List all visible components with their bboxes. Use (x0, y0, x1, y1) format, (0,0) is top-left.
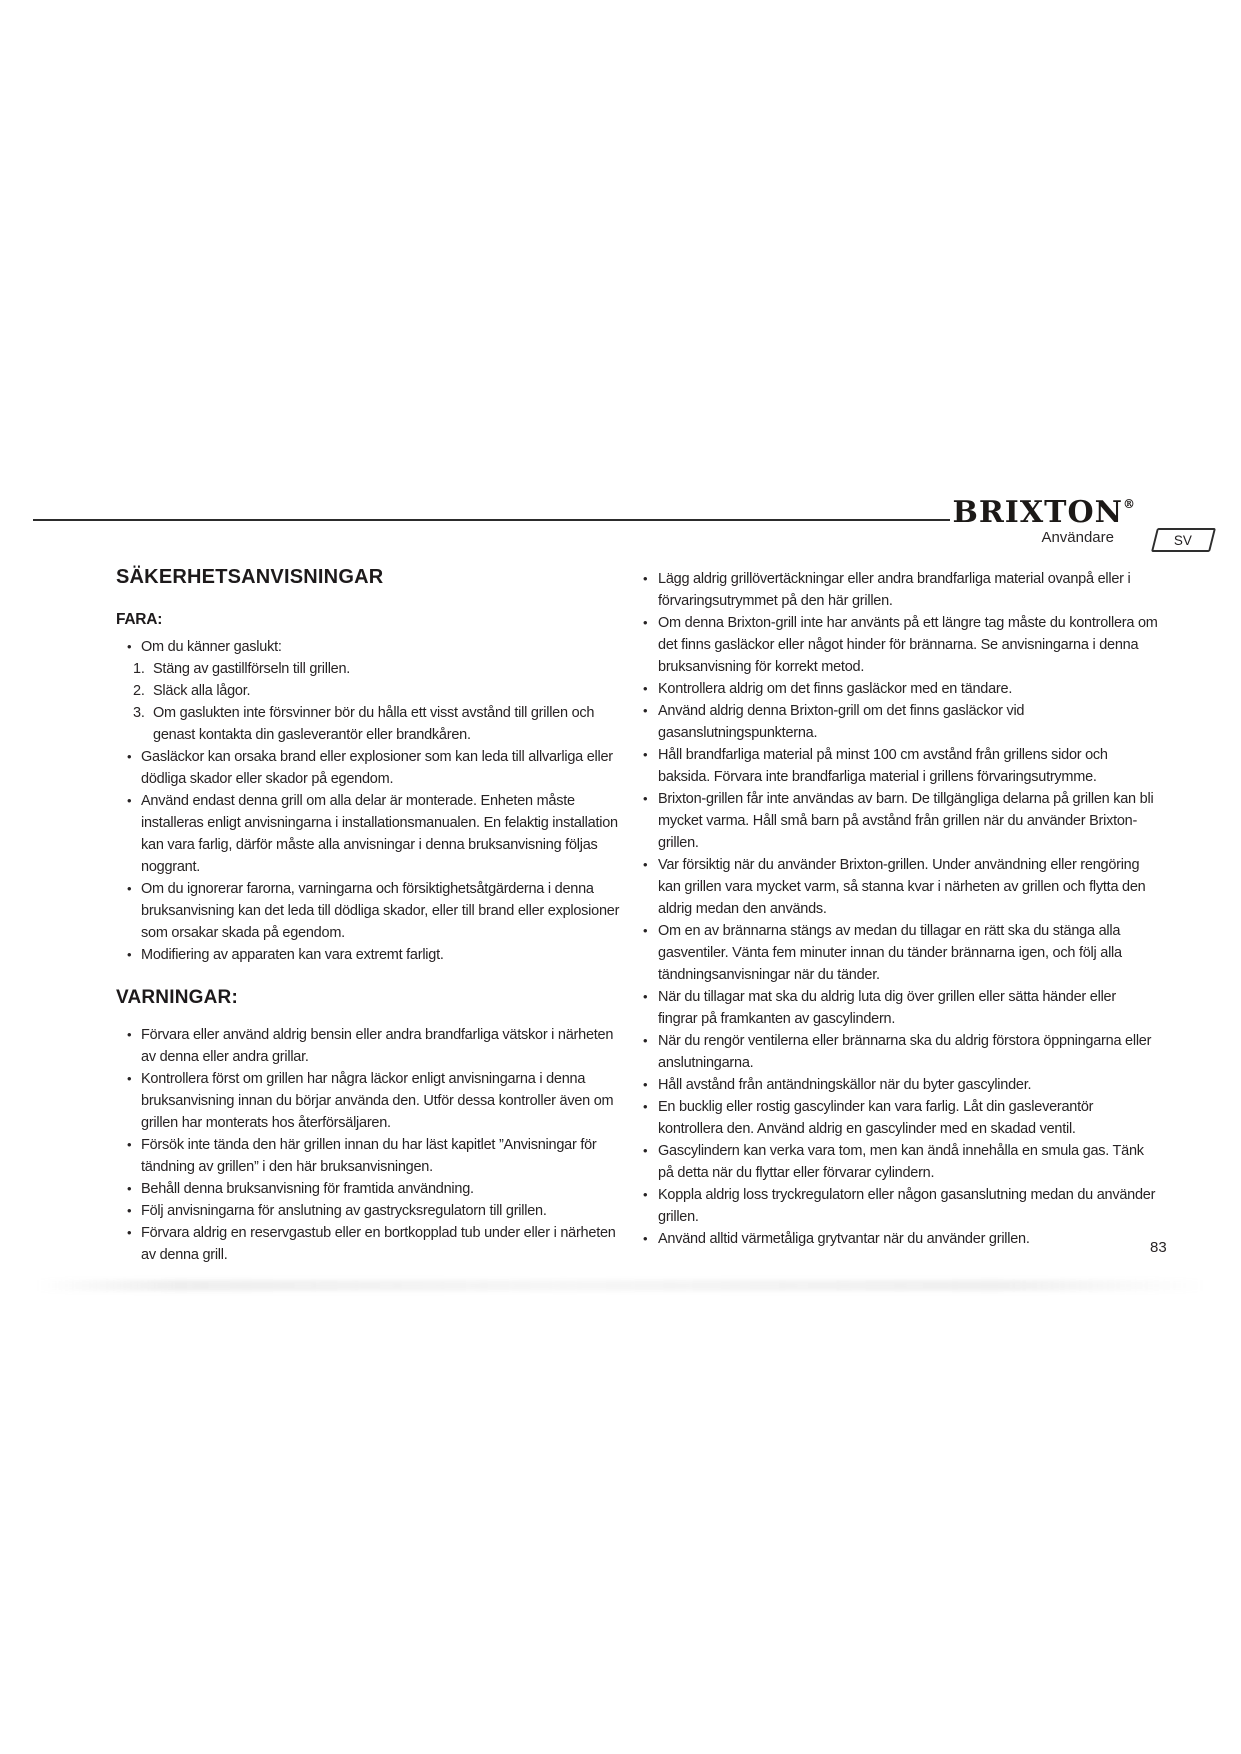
list-item-text: Håll avstånd från antändningskällor när du byter gascylinder. (658, 1077, 1032, 1093)
list-item-text: Koppla aldrig loss tryckregulatorn eller någon gasanslutning medan du använder grillen. (658, 1187, 1156, 1225)
list-item-text: Använd aldrig denna Brixton-grill om det finns gasläckor vid gasanslutningspunkterna. (658, 703, 1025, 741)
list-item (643, 1228, 1158, 1250)
list-item (116, 1200, 631, 1222)
language-tab-label: SV (1174, 532, 1193, 548)
header-rule (33, 519, 950, 521)
list-item-text: En bucklig eller rostig gascylinder kan vara farlig. Låt din gasleverantör kontrollera den. Använd aldrig en gascylinder med en skadad ventil. (658, 1099, 1094, 1137)
list-item (116, 1178, 631, 1200)
list-item (643, 678, 1158, 700)
list-item (116, 790, 631, 878)
danger-heading: FARA: (116, 611, 163, 628)
list-item-text: Om en av brännarna stängs av medan du tillagar en rätt ska du stänga alla gasventiler. Vänta fem minuter innan du tänder brännarna igen, och följ alla tändningsanvisningar när du tänder. (658, 923, 1122, 983)
list-item (116, 1134, 631, 1178)
list-item (116, 1222, 631, 1266)
list-item (116, 658, 631, 680)
bullet-icon: • (643, 1099, 648, 1114)
left-column (116, 564, 631, 1266)
list-item-text: Om du ignorerar farorna, varningarna och försiktighetsåtgärderna i denna bruksanvisning kan det leda till dödliga skador, eller till brand eller explosioner som orsakar skada på egendom. (141, 881, 620, 941)
list-item-text: Följ anvisningarna för anslutning av gastrycksregulatorn till grillen. (141, 1203, 547, 1219)
list-item (643, 986, 1158, 1030)
list-item (643, 788, 1158, 854)
list-item-text: Lägg aldrig grillövertäckningar eller andra brandfarliga material ovanpå eller i förvaringsutrymmet på den här grillen. (658, 571, 1131, 609)
list-item (643, 700, 1158, 744)
brand-logo (953, 489, 1135, 528)
bullet-icon: • (643, 1033, 648, 1048)
bullet-icon: • (643, 1143, 648, 1158)
bullet-icon: • (643, 747, 648, 762)
bullet-icon: • (643, 571, 648, 586)
scan-shadow (36, 1280, 1206, 1291)
list-item-text: Om gaslukten inte försvinner bör du hålla ett visst avstånd till grillen och genast kontakta din gasleverantör eller brandkåren. (153, 705, 595, 743)
bullet-icon: • (643, 703, 648, 718)
bullet-icon: • (127, 1203, 132, 1218)
number-marker: 3. (133, 705, 145, 721)
bullet-icon: • (643, 923, 648, 938)
list-item-text: Modifiering av apparaten kan vara extremt farligt. (141, 947, 444, 963)
list-item-text: Var försiktig när du använder Brixton-grillen. Under användning eller rengöring kan grillen vara mycket varm, så stanna kvar i närheten av grillen och flytta den aldrig medan den används. (658, 857, 1146, 917)
number-marker: 2. (133, 683, 145, 699)
list-item (643, 920, 1158, 986)
list-item (116, 680, 631, 702)
bullet-icon: • (643, 857, 648, 872)
list-item-text: Förvara aldrig en reservgastub eller en bortkopplad tub under eller i närheten av denna grill. (141, 1225, 616, 1263)
brand-name: BRIXTON (952, 495, 1123, 530)
bullet-icon: • (643, 989, 648, 1004)
list-item (643, 1096, 1158, 1140)
list-item-text: Gascylindern kan verka vara tom, men kan ändå innehålla en smula gas. Tänk på detta när du flyttar eller förvarar cylindern. (658, 1143, 1144, 1181)
list-item (643, 1184, 1158, 1228)
bullet-icon: • (643, 1231, 648, 1246)
bullet-icon: • (643, 791, 648, 806)
list-item-text: Använd endast denna grill om alla delar är monterade. Enheten måste installeras enligt anvisningarna i installationsmanualen. En felaktig installation kan vara farlig, därför måste alla anvisningar i denna bruksanvisning följas noggrant. (141, 793, 618, 875)
bullet-icon: • (127, 1225, 132, 1240)
list-item (116, 1024, 631, 1068)
list-item-text: Brixton-grillen får inte användas av barn. De tillgängliga delarna på grillen kan bli mycket varma. Håll små barn på avstånd från grillen när du använder Brixton-grillen. (658, 791, 1154, 851)
bullet-icon: • (127, 793, 132, 808)
trademark-icon: ® (1123, 497, 1135, 511)
list-item (643, 568, 1158, 612)
danger-list (116, 636, 631, 966)
list-item-text: Gasläckor kan orsaka brand eller explosioner som kan leda till allvarliga eller dödliga skador eller skador på egendom. (141, 749, 613, 787)
list-item (116, 944, 631, 966)
warnings-list (116, 1024, 631, 1266)
list-item (116, 1068, 631, 1134)
list-item-text: Behåll denna bruksanvisning för framtida användning. (141, 1181, 474, 1197)
list-item (643, 1030, 1158, 1074)
list-item (643, 612, 1158, 678)
list-item (643, 854, 1158, 920)
language-tab (1151, 528, 1216, 552)
list-item-text: Stäng av gastillförseln till grillen. (153, 661, 351, 677)
bullet-icon: • (643, 1187, 648, 1202)
list-item-text: Om du känner gaslukt: (141, 639, 282, 655)
list-item-text: Kontrollera aldrig om det finns gasläckor med en tändare. (658, 681, 1013, 697)
list-item (116, 878, 631, 944)
list-item (643, 744, 1158, 788)
bullet-icon: • (127, 881, 132, 896)
list-item-text: När du rengör ventilerna eller brännarna ska du aldrig förstora öppningarna eller anslutningarna. (658, 1033, 1152, 1071)
bullet-icon: • (127, 1137, 132, 1152)
bullet-icon: • (127, 1027, 132, 1042)
list-item-text: Försök inte tända den här grillen innan du har läst kapitlet ”Anvisningar för tändning av grillen” i den här bruksanvisningen. (141, 1137, 597, 1175)
number-marker: 1. (133, 661, 145, 677)
bullet-icon: • (643, 681, 648, 696)
list-item-text: Förvara eller använd aldrig bensin eller andra brandfarliga vätskor i närheten av denna eller andra grillar. (141, 1027, 614, 1065)
page-number: 83 (1150, 1239, 1167, 1256)
list-item (643, 1074, 1158, 1096)
bullet-icon: • (643, 1077, 648, 1092)
page-title: SÄKERHETSANVISNINGAR (116, 566, 384, 588)
list-item-text: När du tillagar mat ska du aldrig luta dig över grillen eller sätta händer eller fingrar på framkanten av gascylindern. (658, 989, 1116, 1027)
list-item-text: Håll brandfarliga material på minst 100 cm avstånd från grillens sidor och baksida. Förvara inte brandfarliga material i grillens förvaringsutrymme. (658, 747, 1108, 785)
list-item (643, 1140, 1158, 1184)
list-item-text: Kontrollera först om grillen har några läckor enligt anvisningarna i denna bruksanvisning innan du börjar använda den. Utför dessa kontroller även om grillen har monterats hos återförsäljaren. (141, 1071, 614, 1131)
bullet-icon: • (127, 1181, 132, 1196)
bullet-icon: • (127, 947, 132, 962)
list-item (116, 746, 631, 790)
list-item (116, 636, 631, 658)
list-item (116, 702, 631, 746)
safety-list (643, 568, 1158, 1250)
bullet-icon: • (643, 615, 648, 630)
right-column (643, 568, 1158, 1250)
audience-label: Användare (1041, 529, 1114, 546)
bullet-icon: • (127, 639, 132, 654)
list-item-text: Släck alla lågor. (153, 683, 251, 699)
warnings-heading: VARNINGAR: (116, 987, 238, 1008)
bullet-icon: • (127, 1071, 132, 1086)
list-item-text: Om denna Brixton-grill inte har använts på ett längre tag måste du kontrollera om det finns gasläckor eller något hinder för brännarna. Se anvisningarna i denna bruksanvisning för korrekt metod. (658, 615, 1158, 675)
list-item-text: Använd alltid värmetåliga grytvantar när du använder grillen. (658, 1231, 1030, 1247)
bullet-icon: • (127, 749, 132, 764)
